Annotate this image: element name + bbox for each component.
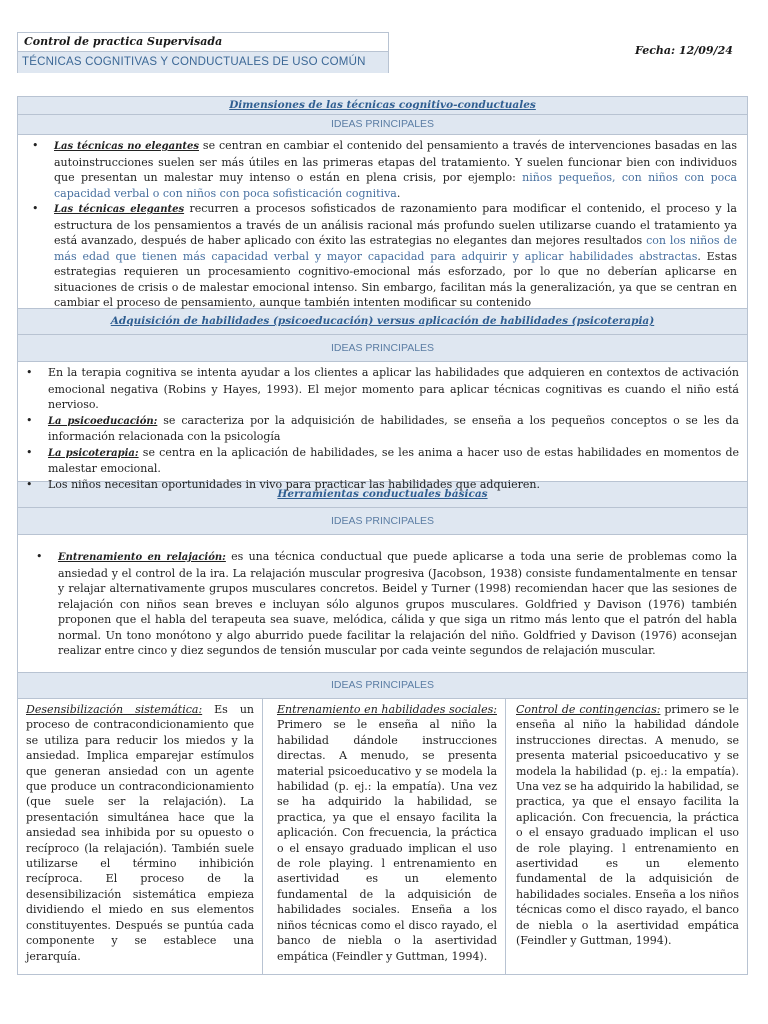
term-label: Control de contingencias:	[516, 703, 661, 716]
column-text: primero se le enseña al niño la habilidad dándole instrucciones directas. A menudo, se presenta material psicoeducativo y se modela la habilidad (p. ej.: la empatía). Una vez se ha adquirido la habilidad, se practica, ya que el ensayo facilita la aplicación. Con frecuencia, la práctica o el ensayo graduado implican el uso de role playing. l entrenamiento en asertividad es un elemento fundamental de la adquisición de habilidades sociales. Enseña a los niños técnicas como el disco rayado, el banco de niebla o la asertividad empática (Feindler y Guttman, 1994).	[516, 703, 739, 948]
bullet-icon: •	[32, 202, 39, 215]
ideas-header: IDEAS PRINCIPALES	[18, 335, 747, 362]
document-title: Control de practica Supervisada	[18, 33, 388, 52]
term-label: Entrenamiento en relajación:	[58, 552, 226, 563]
main-table	[17, 96, 748, 975]
highlight-text: con los niños de más edad que tienen más capacidad verbal y mayor capacidad para adquirir y aplicar habilidades abstractas	[54, 234, 737, 263]
item-text: es una técnica conductual que puede aplicarse a toda una serie de problemas como la ansiedad y el control de la ira. La relajación muscular progresiva (Jacobson, 1938) consiste fundamentalmente en tensar y relajar alternativamente grupos musculares concretos. Beidel y Turner (1998) recomiendan hacer que las sesiones de relajación con niños sean breves e incluyan sólo algunos grupos musculares. Goldfried y Davison (1976) también proponen que el habla del terapeuta sea suave, melódica, cálida y que siga un ritmo más lento que el patrón del habla normal. Un tono monótono y algo aburrido puede facilitar la relajación del niño. Goldfried y Davison (1976) aconsejan realizar entre cinco y diez segundos de tensión muscular por cada veinte segundos de relajación muscular.	[58, 550, 737, 657]
column-contingency-control	[506, 699, 747, 974]
item-text: Los niños necesitan oportunidades in vivo para practicar las habilidades que adquieren.	[48, 477, 540, 491]
term-label: Las técnicas no elegantes	[54, 141, 200, 152]
date-label: Fecha: 12/09/24	[635, 44, 733, 57]
column-text: Es un proceso de contracondicionamiento que se utiliza para reducir los miedos y la ansiedad. Implica emparejar estímulos que generan ansiedad con un agente que produce un contracondicionamiento (que suele ser la relajación). La presentación simultánea hace que la ansiedad sea inhibida por su opuesto o recíproco (la relajación). También suele utilizarse el término inhibición recíproca. El proceso de la desensibilización sistemática empieza dividiendo el miedo en sus elementos constituyentes. Después se puntúa cada componente y se establece una jerarquía.	[26, 703, 254, 963]
bullet-icon: •	[36, 550, 43, 563]
section-title-dimensions: Dimensiones de las técnicas cognitivo-conductuales	[18, 97, 747, 115]
list-item	[32, 138, 737, 201]
item-text: se caracteriza por la adquisición de habilidades, se enseña a los pequeños conceptos o se les da información relacionada con la psicología	[48, 413, 739, 443]
list-item	[26, 477, 739, 494]
bullet-icon: •	[32, 139, 39, 152]
highlight-text: niños pequeños, con niños con poca capacidad verbal o con niños con poca sofisticación cognitiva	[54, 171, 737, 200]
ideas-header: IDEAS PRINCIPALES	[18, 115, 747, 135]
term-label: La psicoterapia:	[48, 447, 139, 459]
list-item	[26, 413, 739, 445]
section-title-skills: Adquisición de habilidades (psicoeducación) versus aplicación de habilidades (psicoterapia)	[18, 309, 747, 335]
document-subtitle: TÉCNICAS COGNITIVAS Y CONDUCTUALES DE USO COMÚN	[18, 52, 388, 73]
column-text: Primero se le enseña al niño la habilidad dándole instrucciones directas. A menudo, se presenta material psicoeducativo y se modela la habilidad (p. ej.: la empatía). Una vez se ha adquirido la habilidad, se practica, ya que el ensayo facilita la aplicación. Con frecuencia, la práctica o el ensayo graduado implican el uso de role playing. l entrenamiento en asertividad es un elemento fundamental de la adquisición de habilidades sociales. Enseña a los niños técnicas como el disco rayado, el banco de niebla o la asertividad empática (Feindler y Guttman, 1994).	[277, 718, 497, 963]
list-item	[32, 201, 737, 311]
column-desensitization	[18, 699, 263, 974]
column-social-skills	[263, 699, 506, 974]
list-item	[26, 445, 739, 477]
techniques-columns	[18, 699, 747, 974]
bullet-icon: •	[26, 366, 33, 379]
term-label: Las técnicas elegantes	[54, 204, 185, 215]
section-body-behavioral-tools	[18, 535, 747, 673]
bullet-icon: •	[26, 445, 33, 459]
ideas-header: IDEAS PRINCIPALES	[18, 673, 747, 699]
item-text: se centran en cambiar el contenido del pensamiento a través de intervenciones basadas en las autoinstrucciones suelen ser más útiles en las primeras etapas del tratamiento. Y suelen funcionar bien con individuos que presentan un malestar muy intenso o están en plena crisis, por ejemplo:	[54, 139, 737, 184]
section-body-dimensions	[18, 135, 747, 309]
term-label: Desensibilización sistemática:	[26, 703, 203, 716]
section-title-behavioral-tools: Herramientas conductuales básicas	[18, 482, 747, 508]
ideas-header: IDEAS PRINCIPALES	[18, 508, 747, 535]
header-box	[17, 32, 389, 73]
bullet-icon: •	[26, 413, 33, 427]
bullet-icon: •	[26, 477, 33, 491]
item-text: En la terapia cognitiva se intenta ayudar a los clientes a aplicar las habilidades que adquieren en contextos de activación emocional negativa (Robins y Hayes, 1993). El mejor momento para aplicar técnicas cognitivas es cuando el niño está nervioso.	[48, 366, 739, 411]
item-text: se centra en la aplicación de habilidades, se les anima a hacer uso de estas habilidades en momentos de malestar emocional.	[48, 445, 739, 475]
term-label: La psicoeducación:	[48, 415, 158, 427]
term-label: Entrenamiento en habilidades sociales:	[277, 703, 497, 716]
list-item	[36, 549, 737, 659]
item-text-tail: . Estas estrategias requieren un procesamiento cognitivo-emocional más esforzado, por lo que no deberían aplicarse en situaciones de crisis o de malestar emocional intenso. Sin embargo, facilitan más la generalización, ya que se centran en cambiar el proceso de pensamiento, aunque también intenten modificar su contenido	[54, 249, 737, 309]
item-text-tail: .	[396, 186, 401, 200]
list-item	[26, 365, 739, 413]
item-text: recurren a procesos sofisticados de razonamiento para modificar el contenido, el proceso y la estructura de los pensamientos a través de un análisis racional más profundo suelen utilizarse cuando el tratamiento ya está avanzado, después de haber aplicado con éxito las estrategias no elegantes dan mejores resultados	[54, 202, 737, 247]
section-body-skills	[18, 362, 747, 491]
